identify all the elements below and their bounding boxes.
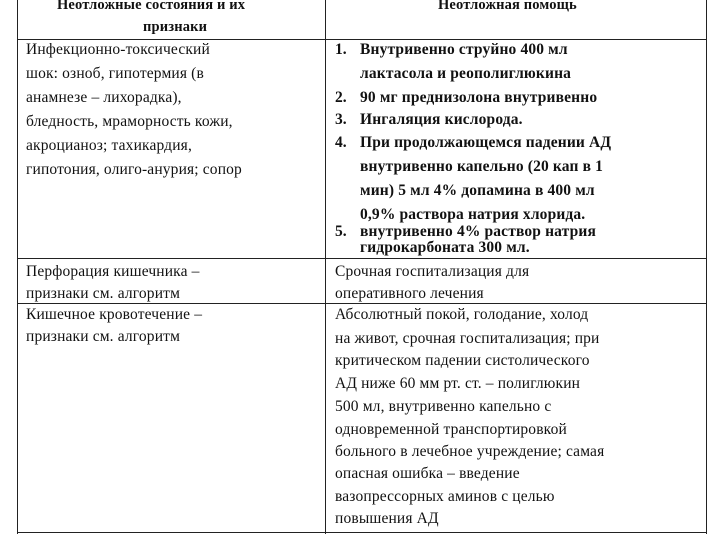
row3-help-line: одновременной транспортировкой [335,421,567,438]
row3-help-line: опасная ошибка – введение [335,465,520,482]
step-number: 4. [335,134,347,151]
table-border-middle [325,0,326,534]
step-text-line: При продолжающемся падении АД [360,134,612,151]
row3-help-line: Абсолютный покой, голодание, холод [335,306,589,323]
emergency-table [17,0,707,534]
header-col1-line1: Неотложные состояния и их [57,0,246,13]
row3-help-line: 500 мл, внутривенно капельно с [335,398,552,415]
step-number: 5. [335,223,347,240]
row2-help-line: оперативного лечения [335,285,484,302]
header-col2: Неотложная помощь [438,0,577,13]
table-border-right [706,0,707,534]
row3-condition-line: признаки см. алгоритм [26,328,181,345]
step-text-line: 90 мг преднизолона внутривенно [360,89,598,106]
step-text-line: 0,9% раствора натрия хлорида. [360,206,586,223]
row1-condition-line: бледность, мраморность кожи, [26,113,233,130]
step-number: 2. [335,89,347,106]
step-number: 1. [335,41,347,58]
row1-condition-line: шок: озноб, гипотермия (в [26,65,204,82]
row1-condition-line: анамнезе – лихорадка), [26,89,182,106]
table-border-bottom [17,532,707,533]
step-text-line: внутривенно капельно (20 кап в 1 [360,158,604,175]
row1-condition-line: акроцианоз; тахикардия, [26,137,192,154]
step-text-line: гидрокарбоната 300 мл. [360,239,530,256]
row3-help-line: вазопрессорных аминов с целью [335,488,555,505]
row1-condition-line: Инфекционно-токсический [26,41,210,58]
row2-condition-line: признаки см. алгоритм [26,285,181,302]
header-col1-line2: признаки [143,19,208,35]
step-number: 3. [335,111,347,128]
step-text-line: внутривенно 4% раствор натрия [360,223,597,240]
row3-help-line: повышения АД [335,510,439,527]
step-text-line: лактасола и реополиглюкина [360,65,572,82]
row3-help-line: критическом падении систолического [335,352,590,369]
step-text-line: мин) 5 мл 4% допамина в 400 мл [360,182,595,199]
row1-condition-line: гипотония, олиго-анурия; сопор [26,161,242,178]
row3-help-line: на живот, срочная госпитализация; при [335,330,600,347]
row3-help-line: больного в лечебное учреждение; самая [335,443,605,460]
table-border-left [17,0,18,534]
row3-help-line: АД ниже 60 мм рт. ст. – полиглюкин [335,375,581,392]
step-text-line: Ингаляция кислорода. [360,111,523,128]
row2-condition-line: Перфорация кишечника – [26,263,200,280]
step-text-line: Внутривенно струйно 400 мл [360,41,568,58]
row3-condition-line: Кишечное кровотечение – [26,306,203,323]
row2-help-line: Срочная госпитализация для [335,263,530,280]
